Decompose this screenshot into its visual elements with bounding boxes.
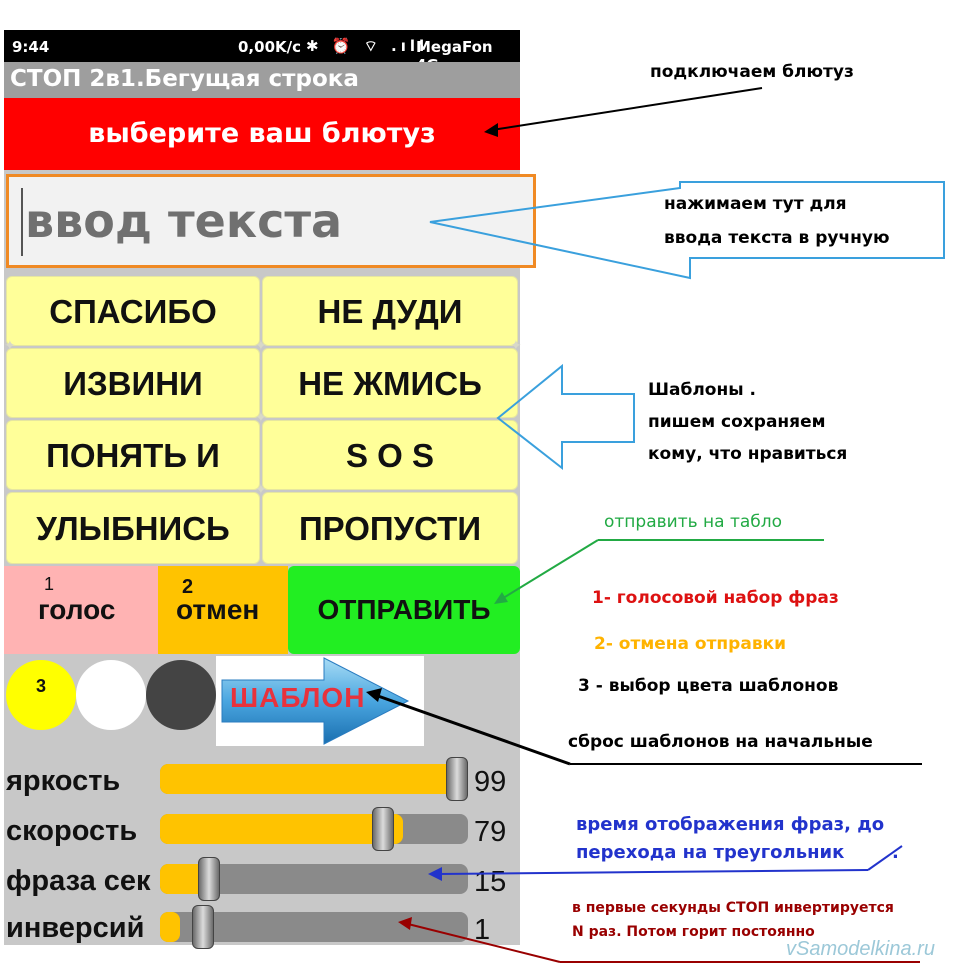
template-button-7[interactable]: УЛЫБНИСЬ — [6, 492, 260, 564]
sparkle-icon: ✦ — [255, 338, 267, 354]
status-speed: 0,00K/c — [238, 38, 302, 56]
send-arrow — [500, 540, 598, 600]
arrow-head — [428, 867, 442, 881]
annotation-time-line1: время отображения фраз, до — [576, 814, 885, 835]
template-button-5[interactable]: ПОНЯТЬ И — [6, 420, 260, 490]
annotation-input-line1: нажимаем тут для — [664, 194, 847, 214]
voice-number: 1 — [44, 574, 55, 594]
annotation-send: отправить на табло — [604, 512, 783, 532]
status-carrier: MegaFon — [416, 38, 493, 56]
slider-value: 15 — [474, 866, 507, 898]
annotation-legend-voice: 1- голосовой набор фраз — [592, 588, 839, 608]
annotation-time-dot: . — [892, 842, 899, 863]
sparkle-icon: ✦ — [4, 338, 16, 354]
annotation-legend-cancel: 2- отмена отправки — [594, 634, 787, 654]
arrow-head — [494, 592, 508, 604]
annotation-templates-line2: пишем сохраняем — [648, 412, 826, 432]
send-button[interactable]: ОТПРАВИТЬ — [288, 566, 520, 654]
arrow-head — [366, 688, 382, 702]
templates-callout-arrow — [498, 366, 634, 468]
time-arrow — [438, 870, 868, 874]
template-reset-label: ШАБЛОН — [230, 682, 366, 713]
template-button-4[interactable]: НЕ ЖМИСЬ — [262, 348, 518, 418]
app-title: СТОП 2в1.Бегущая строка — [10, 66, 359, 92]
annotation-reset: сброс шаблонов на начальные — [568, 732, 873, 752]
annotation-bluetooth: подключаем блютуз — [650, 62, 854, 82]
annotation-invert-line1: в первые секунды СТОП инвертируется — [572, 900, 894, 916]
slider-label: скорость — [6, 815, 138, 847]
slider-value: 79 — [474, 816, 507, 848]
sparkle-icon: ✦ — [255, 410, 267, 426]
color-picker-number: 3 — [36, 676, 47, 696]
slider-label: фраза сек — [6, 865, 151, 897]
annotation-input-line2: ввода текста в ручную — [664, 228, 890, 248]
bluetooth-select-button[interactable]: выберите ваш блютуз — [4, 98, 520, 170]
sparkle-icon: ✦ — [255, 482, 267, 498]
annotation-templates-line3: кому, что нравиться — [648, 444, 848, 464]
invert-arrow — [408, 924, 560, 962]
annotation-invert-line2: N раз. Потом горит постоянно — [572, 924, 815, 940]
arrow-head — [398, 917, 412, 930]
slider-value: 1 — [474, 914, 491, 946]
annotation-legend-colors: 3 - выбор цвета шаблонов — [578, 676, 839, 696]
slider-label: инверсий — [6, 912, 145, 944]
cancel-label: отмен — [176, 594, 260, 625]
sparkle-icon: ✦ — [510, 338, 522, 354]
reset-arrow — [378, 696, 570, 764]
status-icons: ✱ ⏰ ⌔ .ıll — [306, 37, 429, 55]
slider-value: 99 — [474, 766, 507, 798]
watermark: vSamodelkina.ru — [786, 938, 935, 960]
cancel-number: 2 — [182, 576, 194, 598]
template-button-8[interactable]: ПРОПУСТИ — [262, 492, 518, 564]
template-button-1[interactable]: СПАСИБО — [6, 276, 260, 346]
template-button-2[interactable]: НЕ ДУДИ — [262, 276, 518, 346]
annotation-templates-line1: Шаблоны . — [648, 380, 756, 400]
template-button-3[interactable]: ИЗВИНИ — [6, 348, 260, 418]
arrow-head — [484, 123, 498, 137]
template-button-6[interactable]: S O S — [262, 420, 518, 490]
bluetooth-arrow — [492, 88, 762, 130]
status-time: 9:44 — [12, 38, 50, 56]
slider-label: яркость — [6, 765, 121, 797]
voice-label: голос — [38, 594, 116, 625]
annotation-time-line2: перехода на треугольник — [576, 842, 845, 863]
